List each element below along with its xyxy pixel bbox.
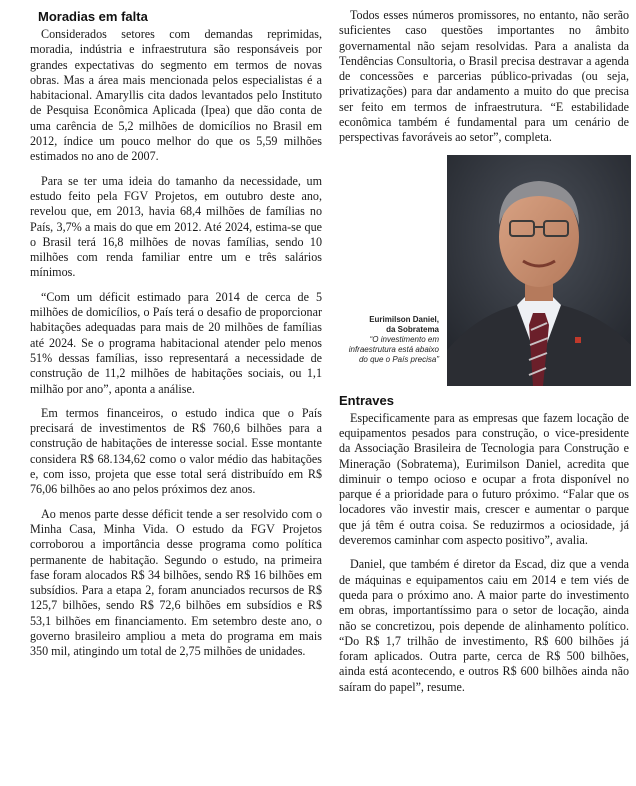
- caption-quote: “O investimento em infraestrutura está abaixo do que o País precisa”: [348, 334, 439, 364]
- section-heading-entraves: Entraves: [339, 392, 394, 408]
- caption-org: da Sobratema: [386, 324, 439, 334]
- paragraph: “Com um déficit estimado para 2014 de cerca de 5 milhões de domicílios, o País terá o desafio de proporcionar habitações adequadas para mais de 20 milhões de famílias até 2024. Se o programa habitacional atender pelo menos 51% dessas famílias, isso representará a necessidade de construção de 11,2 milhões de habitações sociais, ou 1,1 milhão por ano”, aponta a análise.: [30, 289, 322, 396]
- photo-caption: [339, 315, 439, 365]
- paragraph: Daniel, que também é diretor da Escad, diz que a venda de máquinas e equipamentos caiu em 2014 e tem viés de queda para o próximo ano. A maior parte do investimento em obras, importantíssimo para o setor de locação, ainda não se concretizou, pois depende de alinhamento político. “Do R$ 1,7 trilhão de investimento, R$ 600 bilhões já foram aplicados. Outra parte, cerca de R$ 500 bilhões, ainda está acontecendo, e outros R$ 600 bilhões ainda não saíram do papel”, resume.: [339, 557, 629, 694]
- paragraph: Considerados setores com demandas reprimidas, moradia, indústria e infraestrutura são responsáveis por grandes expectativas do segmento em termos de novas obras. Mas a área mais mencionada pelos especialistas é a habitacional. Amaryllis cita dados levantados pelo Instituto de Pesquisa Econômica Aplicada (Ipea) que dão conta de uma carência de 5,2 milhões de domicílios no Brasil em 2012, índice um pouco melhor do que os 5,59 milhões estimados no ano de 2007.: [30, 27, 322, 164]
- portrait-image: [447, 155, 631, 386]
- portrait-photo: [447, 155, 631, 386]
- paragraph: Todos esses números promissores, no entanto, não serão suficientes caso questões importantes no âmbito governamental não sejam resolvidas. Para a analista da Tendências Consultoria, o Brasil precisa destravar a agenda de concessões e parcerias público-privadas (ou seja, privatizações) para dar andamento a muito do que precisa ser feito em termos de infraestrutura. “E estabilidade econômica também é fundamental para um cenário de perspectivas favoráveis ao setor”, completa.: [339, 8, 629, 145]
- section-heading-moradias: Moradias em falta: [38, 9, 148, 24]
- left-column: [30, 8, 322, 669]
- right-column: [339, 8, 629, 704]
- paragraph: Para se ter uma ideia do tamanho da necessidade, um estudo feito pela FGV Projetos, em outubro deste ano, revelou que, em 2013, havia 68,4 milhões de famílias no País, 3,7% a mais do que em 2012. Até 2024, estima-se que o Brasil terá 16,8 milhões de novas famílias, sendo 10 milhões com renda familiar entre um e três salários mínimos.: [30, 173, 322, 280]
- photo-block: [339, 155, 629, 388]
- caption-name: Eurimilson Daniel,: [369, 314, 439, 324]
- paragraph: Ao menos parte desse déficit tende a ser resolvido com o Minha Casa, Minha Vida. O estudo da FGV Projetos corroborou a importância desse programa como política permanente de habitação. Segundo o estudo, na primeira fase foram alocados R$ 34 bilhões, sendo R$ 16 bilhões em subsídios. Para a etapa 2, foram anunciados recursos de R$ 125,7 bilhões, sendo R$ 72,6 bilhões em subsídios e R$ 53,1 bilhões em financiamento. Em setembro deste ano, o governo brasileiro ampliou a meta do programa em mais 350 mil, atingindo um total de 2,75 milhões de unidades.: [30, 506, 322, 659]
- paragraph: Especificamente para as empresas que fazem locação de equipamentos pesados para construção, o vice-presidente da Associação Brasileira de Tecnologia para Construção e Mineração (Sobratema), Eurimilson Daniel, acredita que diminuir o tempo ocioso e ocupar a frota disponível no parque é a prioridade para o futuro próximo. “Falar que os locadores vão investir mais, crescer e aumentar o parque que já têm é outra coisa. Se reduzirmos a ociosidade, já deveremos caminhar com aspecto positivo”, avalia.: [339, 410, 629, 548]
- paragraph: Em termos financeiros, o estudo indica que o País precisará de investimentos de R$ 760,6 bilhões para a construção de habitações de interesse social. Esse montante considera R$ 68.134,62 como o valor médio das habitações e, com isso, projeta que esse total será distribuído em R$ 76,06 bilhões ao ano pelos próximos dez anos.: [30, 405, 322, 497]
